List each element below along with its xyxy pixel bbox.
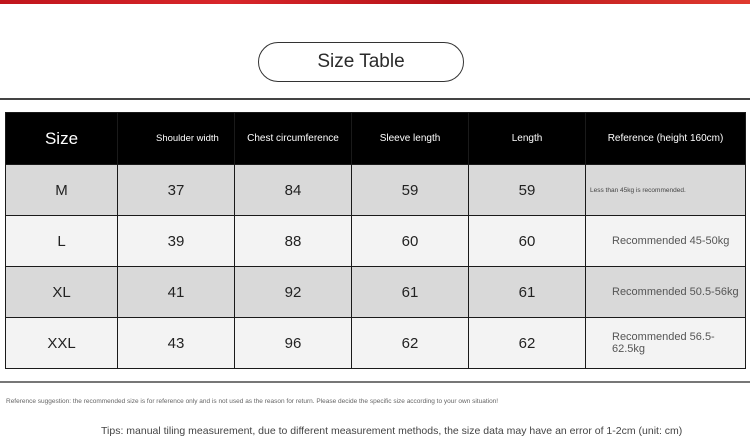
table-row [6,165,746,216]
cell-sleeve: 61 [352,267,469,318]
size-table [5,112,746,369]
divider-top [0,98,750,100]
header-reference: Reference (height 160cm) [586,113,746,165]
cell-shoulder: 41 [118,267,235,318]
cell-chest: 92 [235,267,352,318]
cell-chest: 96 [235,318,352,369]
cell-sleeve: 62 [352,318,469,369]
table-header-row [6,113,746,165]
reference-note: Reference suggestion: the recommended size is for reference only and is not used as the reason for return. Please decide the specific size according to your own situation! [6,398,499,405]
cell-length: 60 [469,216,586,267]
cell-chest: 88 [235,216,352,267]
header-size: Size [6,113,118,165]
cell-shoulder: 39 [118,216,235,267]
cell-length: 62 [469,318,586,369]
cell-size: XL [6,267,118,318]
cell-size: XXL [6,318,118,369]
cell-length: 61 [469,267,586,318]
cell-reference: Less than 45kg is recommended. [586,165,746,216]
page-title: Size Table [258,42,464,82]
cell-reference: Recommended 45-50kg [586,216,746,267]
top-banner-strip [0,0,750,4]
table-row [6,267,746,318]
cell-sleeve: 59 [352,165,469,216]
table-row [6,318,746,369]
cell-chest: 84 [235,165,352,216]
header-length: Length [469,113,586,165]
cell-reference: Recommended 56.5-62.5kg [586,318,746,369]
cell-size: M [6,165,118,216]
cell-shoulder: 37 [118,165,235,216]
divider-bottom [0,381,750,383]
header-shoulder-width: Shoulder width [118,113,235,165]
header-chest: Chest circumference [235,113,352,165]
cell-size: L [6,216,118,267]
measurement-tips: Tips: manual tiling measurement, due to different measurement methods, the size data may have an error of 1-2cm (unit: cm) [101,425,683,437]
cell-sleeve: 60 [352,216,469,267]
cell-length: 59 [469,165,586,216]
cell-shoulder: 43 [118,318,235,369]
cell-reference: Recommended 50.5-56kg [586,267,746,318]
table-row [6,216,746,267]
header-sleeve: Sleeve length [352,113,469,165]
